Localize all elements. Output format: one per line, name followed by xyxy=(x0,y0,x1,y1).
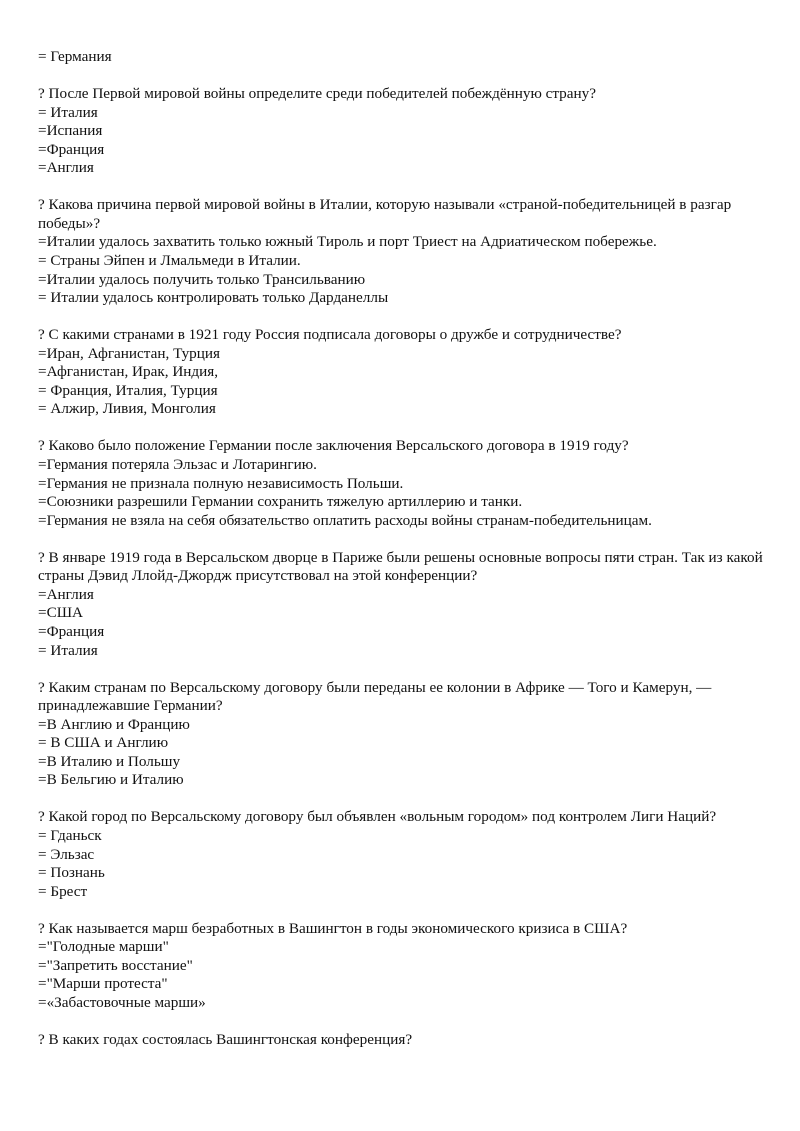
answer-options xyxy=(38,938,770,1012)
answer-option: ="Запретить восстание" xyxy=(38,956,193,974)
question-text: ? После Первой мировой войны определите среди победителей побеждённую страну? xyxy=(38,85,596,103)
question-block xyxy=(38,920,770,1013)
question-text: ? В январе 1919 года в Версальском дворце в Париже были решены основные вопросы пяти стран. Так из какой страны Дэвид Ллойд-Джордж присутствовал на этой конференции? xyxy=(38,548,763,585)
question-block xyxy=(38,679,770,790)
answer-option: =Франция xyxy=(38,140,105,158)
answer-option: =Союзники разрешили Германии сохранить тяжелую артиллерию и танки. xyxy=(38,493,523,511)
answer-option: = Гданьск xyxy=(38,826,102,844)
answer-options xyxy=(38,827,770,901)
answer-option: ="Голодные марши" xyxy=(38,938,169,956)
answer-option: =Афганистан, Ирак, Индия, xyxy=(38,363,219,381)
question-text: ? Каким странам по Версальскому договору были переданы ее колонии в Африке — Того и Камерун, — принадлежавшие Германии? xyxy=(38,678,712,715)
answer-option: =Испания xyxy=(38,122,103,140)
answer-option: =В Бельгию и Италию xyxy=(38,771,184,789)
blank-line xyxy=(38,530,770,549)
question-block xyxy=(38,549,770,660)
answer-option: =В Италию и Польшу xyxy=(38,752,181,770)
answer-option: =США xyxy=(38,604,83,622)
answer-options xyxy=(38,104,770,178)
blank-line xyxy=(38,178,770,197)
question-text: ? Какова причина первой мировой войны в Италии, которую называли «страной-победительницей в разгар победы»? xyxy=(38,196,732,232)
question-block xyxy=(38,85,770,178)
answer-option: = Алжир, Ливия, Монголия xyxy=(38,400,216,418)
question-text: ? С какими странами в 1921 году Россия подписала договоры о дружбе и сотрудничестве? xyxy=(38,326,622,344)
question-block xyxy=(38,437,770,530)
answer-option: = Италии удалось контролировать только Дарданеллы xyxy=(38,289,389,307)
question-text: ? Какой город по Версальскому договору был объявлен «вольным городом» под контролем Лиги Наций? xyxy=(38,808,717,826)
answer-options xyxy=(38,456,770,530)
answer-option: = Италия xyxy=(38,641,98,659)
question-text: ? Как называется марш безработных в Вашингтон в годы экономического кризиса в США? xyxy=(38,919,628,937)
answer-option: =Италии удалось захватить только южный Тироль и порт Триест на Адриатическом побережье. xyxy=(38,233,657,251)
answer-option: =«Забастовочные марши» xyxy=(38,993,206,1011)
question-block xyxy=(38,326,770,419)
question-block xyxy=(38,196,770,307)
answer-option: =Франция xyxy=(38,622,105,640)
answer-options xyxy=(38,716,770,790)
question-text: ? В каких годах состоялась Вашингтонская конференция? xyxy=(38,1030,413,1048)
answer-option: =Англия xyxy=(38,159,94,177)
answer-option: ="Марши протеста" xyxy=(38,975,168,993)
answer-option: =Германия не взяла на себя обязательство оплатить расходы войны странам-победительницам. xyxy=(38,511,652,529)
question-block xyxy=(38,1031,770,1050)
answer-option: =Иран, Афганистан, Турция xyxy=(38,344,221,362)
answer-option: = Брест xyxy=(38,882,88,900)
answer-option: =Германия потеряла Эльзас и Лотарингию. xyxy=(38,456,317,474)
answer-option: =Англия xyxy=(38,585,94,603)
blank-line xyxy=(38,790,770,809)
blank-line xyxy=(38,901,770,920)
answer-option: = Эльзас xyxy=(38,845,95,863)
question-list xyxy=(38,67,770,1050)
blank-line xyxy=(38,419,770,438)
answer-option: = Страны Эйпен и Лмальмеди в Италии. xyxy=(38,252,301,270)
blank-line xyxy=(38,1012,770,1031)
question-text: ? Каково было положение Германии после заключения Версальского договора в 1919 году? xyxy=(38,437,629,455)
blank-line xyxy=(38,308,770,327)
answer-option: = Италия xyxy=(38,103,98,121)
question-block xyxy=(38,808,770,901)
answer-option: = В США и Англию xyxy=(38,734,169,752)
answer-options xyxy=(38,233,770,307)
answer-options xyxy=(38,345,770,419)
answer-option: =Германия не признала полную независимость Польши. xyxy=(38,474,404,492)
blank-line xyxy=(38,67,770,86)
answer-option: =В Англию и Францию xyxy=(38,715,190,733)
answer-options xyxy=(38,586,770,660)
answer-option: = Франция, Италия, Турция xyxy=(38,381,218,399)
answer-line: = Германия xyxy=(38,48,112,65)
answer-option: =Италии удалось получить только Трансильванию xyxy=(38,270,366,288)
blank-line xyxy=(38,660,770,679)
answer-option: = Познань xyxy=(38,864,105,882)
